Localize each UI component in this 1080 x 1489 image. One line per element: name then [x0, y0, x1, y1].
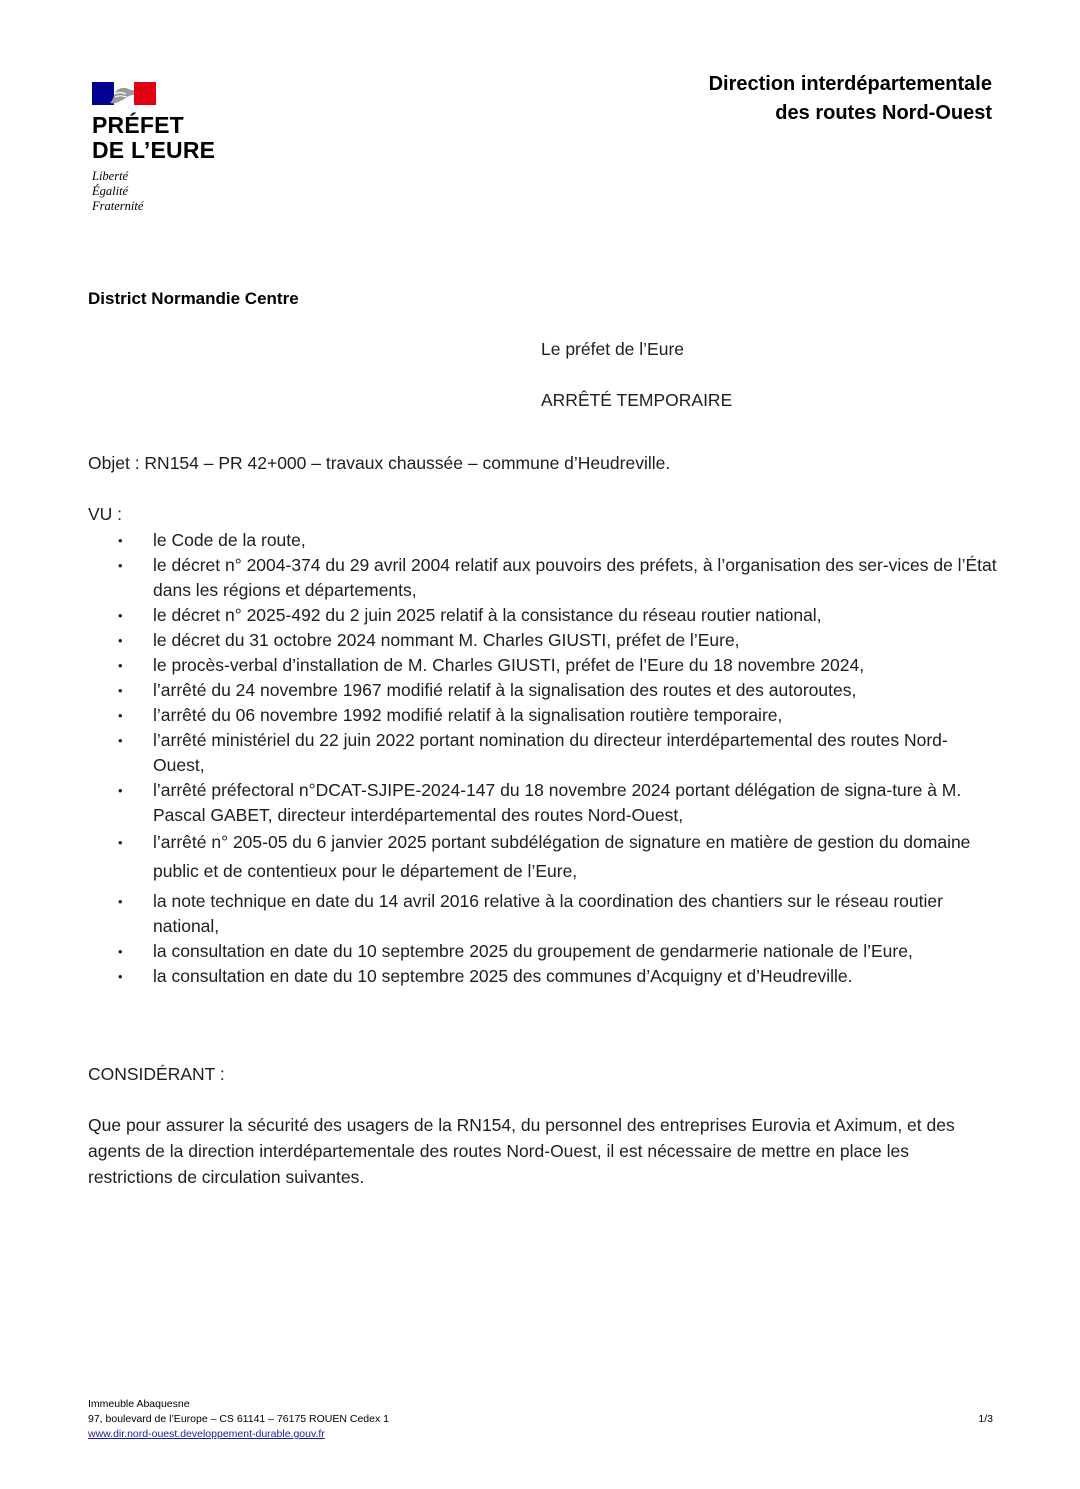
- footer-address: 97, boulevard de l’Europe – CS 61141 – 76175 ROUEN Cedex 1: [88, 1413, 389, 1425]
- vu-item: • le décret n° 2025-492 du 2 juin 2025 relatif à la consistance du réseau routier national,: [88, 603, 998, 628]
- prefecture-name: [92, 113, 232, 163]
- page-footer: [88, 1397, 993, 1442]
- vu-item: • le décret n° 2004-374 du 29 avril 2004 relatif aux pouvoirs des préfets, à l’organisation des ser-vices de l’État dans les régions et départements,: [88, 553, 998, 603]
- prefecture-name-line2: DE L’EURE: [92, 137, 216, 163]
- motto-fraternite: Fraternité: [92, 199, 144, 213]
- vu-item: • le décret du 31 octobre 2024 nommant M. Charles GIUSTI, préfet de l’Eure,: [88, 628, 998, 653]
- vu-item: • l’arrêté du 06 novembre 1992 modifié relatif à la signalisation routière temporaire,: [88, 703, 998, 728]
- marianne-flag-icon: [92, 82, 156, 105]
- republic-motto: [92, 169, 232, 214]
- issuing-direction-line2: des routes Nord-Ouest: [775, 102, 992, 124]
- prefecture-logo: [92, 82, 232, 214]
- issuing-direction-line1: Direction interdépartementale: [708, 73, 992, 95]
- page-number: 1/3: [978, 1413, 993, 1425]
- vu-item: • l’arrêté ministériel du 22 juin 2022 portant nomination du directeur interdépartemental des routes Nord-Ouest,: [88, 728, 998, 778]
- vu-item: • le procès-verbal d’installation de M. Charles GIUSTI, préfet de l’Eure du 18 novembre 2024,: [88, 653, 998, 678]
- vu-heading: VU :: [88, 504, 123, 524]
- footer-website-link[interactable]: www.dir.nord-ouest.developpement-durable.gouv.fr: [88, 1428, 325, 1440]
- motto-egalite: Égalité: [92, 184, 129, 198]
- prefet-line: Le préfet de l’Eure: [541, 339, 685, 359]
- motto-liberte: Liberté: [92, 169, 129, 183]
- footer-building: Immeuble Abaquesne: [88, 1398, 190, 1410]
- subject-line: Objet : RN154 – PR 42+000 – travaux chaussée – commune d’Heudreville.: [88, 453, 671, 473]
- document-type: ARRÊTÉ TEMPORAIRE: [541, 390, 733, 410]
- considerant-heading: CONSIDÉRANT :: [88, 1064, 225, 1084]
- issuing-direction: [709, 70, 992, 128]
- vu-item: • la consultation en date du 10 septembre 2025 des communes d’Acquigny et d’Heudreville.: [88, 964, 998, 989]
- vu-item: • le Code de la route,: [88, 528, 998, 553]
- vu-item: • l’arrêté n° 205-05 du 6 janvier 2025 portant subdélégation de signature en matière de gestion du domaine public et de contentieux pour le département de l’Eure,: [88, 828, 998, 886]
- district-heading: District Normandie Centre: [88, 289, 299, 308]
- vu-item: • l’arrêté préfectoral n°DCAT-SJIPE-2024-147 du 18 novembre 2024 portant délégation de signa-ture à M. Pascal GABET, directeur interdépartemental des routes Nord-Ouest,: [88, 778, 998, 828]
- vu-item: • la consultation en date du 10 septembre 2025 du groupement de gendarmerie nationale de l’Eure,: [88, 939, 998, 964]
- considerant-paragraph: Que pour assurer la sécurité des usagers de la RN154, du personnel des entreprises Eurovia et Aximum, et des agents de la direction interdépartementale des routes Nord-Ouest, il est nécessaire de mettre en place les restrictions de circulation suivantes.: [88, 1115, 955, 1187]
- vu-list: [88, 528, 998, 989]
- prefecture-name-line1: PRÉFET: [92, 112, 184, 138]
- vu-item: • l’arrêté du 24 novembre 1967 modifié relatif à la signalisation des routes et des autoroutes,: [88, 678, 998, 703]
- vu-item: • la note technique en date du 14 avril 2016 relative à la coordination des chantiers sur le réseau routier national,: [88, 889, 998, 939]
